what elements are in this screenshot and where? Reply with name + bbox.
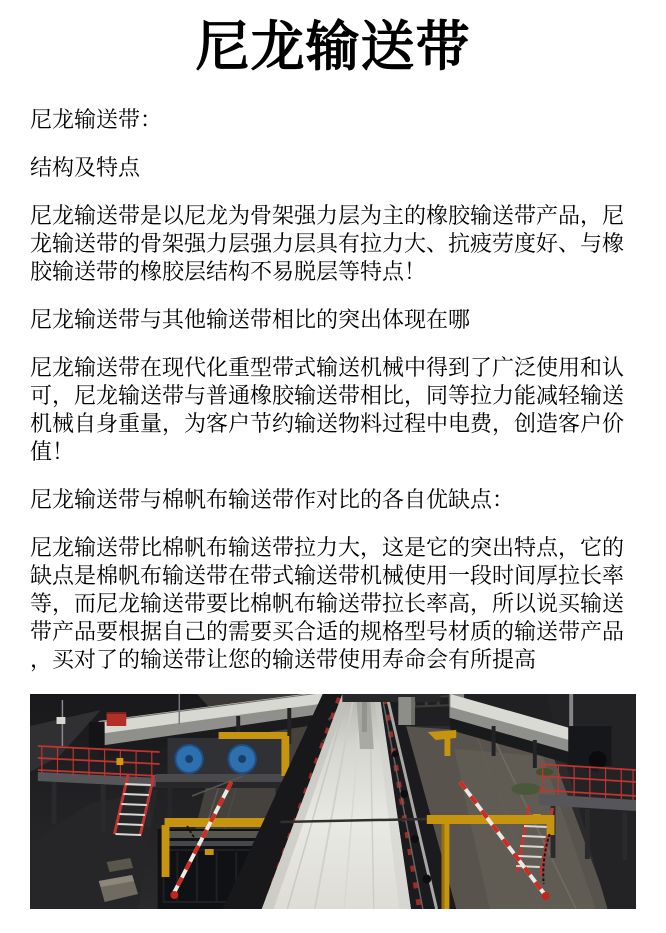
paragraph: 尼龙输送带： xyxy=(30,106,163,132)
paragraph: 尼龙输送带与其他输送带相比的突出体现在哪 xyxy=(30,306,471,332)
conveyor-photo-svg xyxy=(30,694,636,909)
conveyor-belt-photo xyxy=(30,694,636,909)
paragraph: 尼龙输送带在现代化重型带式输送机械中得到了广泛使用和认可，尼龙输送带与普通橡胶输送带相比，同等拉力能减轻输送机械自身重量，为客户节约输送物料过程中电费，创造客户价值！ xyxy=(30,354,625,464)
paragraph: 尼龙输送带是以尼龙为骨架强力层为主的橡胶输送带产品，尼龙输送带的骨架强力层强力层具有拉力大、抗疲劳度好、与橡胶输送带的橡胶层结构不易脱层等特点！ xyxy=(30,202,625,284)
paragraph: 结构及特点 xyxy=(30,154,141,180)
paragraph: 尼龙输送带与棉帆布输送带作对比的各自优缺点： xyxy=(30,486,515,512)
page-title: 尼龙输送带 xyxy=(195,17,471,77)
paragraph: 尼龙输送带比棉帆布输送带拉力大，这是它的突出特点，它的缺点是棉帆布输送带在带式输送带机械使用一段时间厚拉长率等，而尼龙输送带要比棉帆布输送带拉长率高，所以说买输送带产品要根据自己的需要买合适的规格型号材质的输送带产品，买对了的输送带让您的输送带使用寿命会有所提高 xyxy=(30,534,625,672)
article-page xyxy=(0,14,666,933)
